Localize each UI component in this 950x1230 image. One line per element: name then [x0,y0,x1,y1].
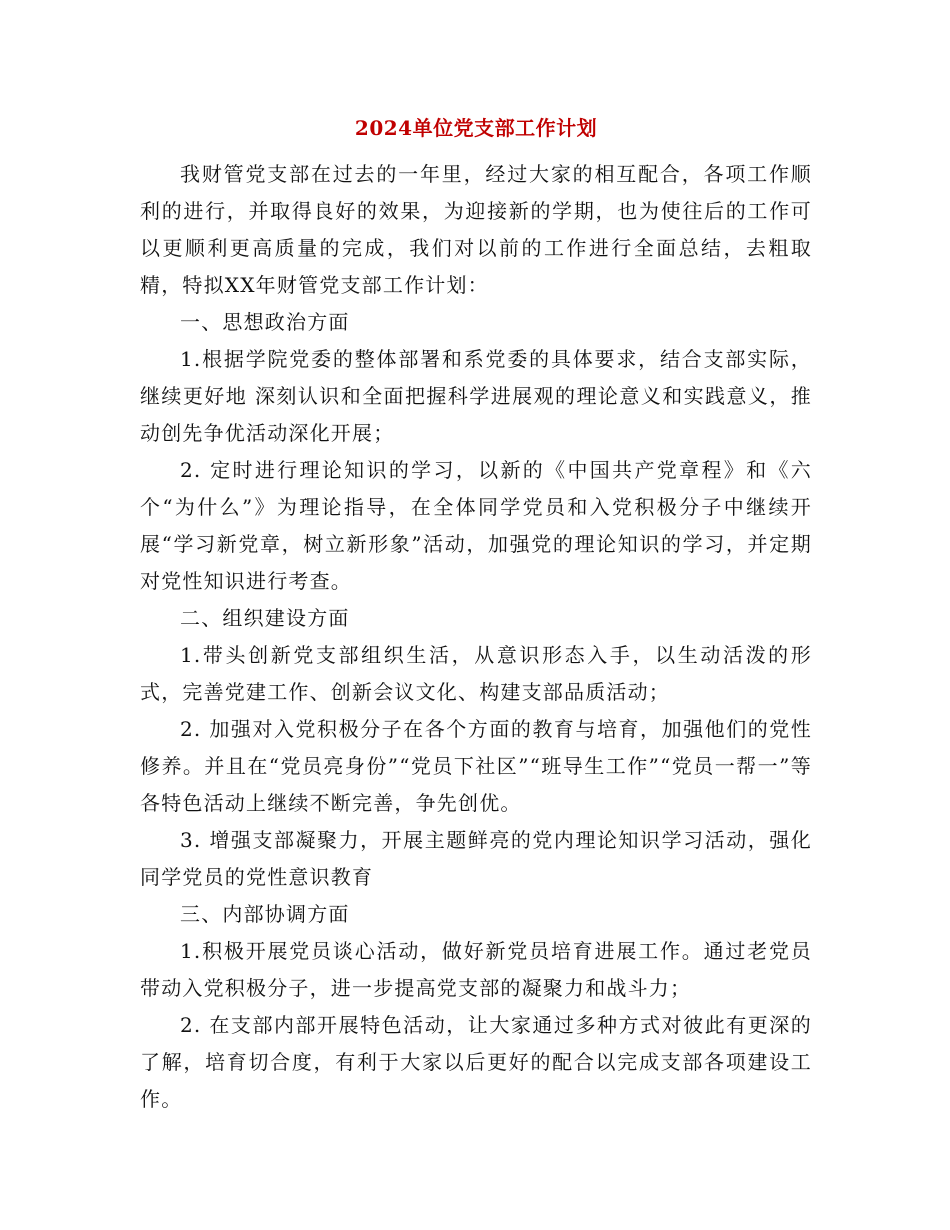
section-heading-ideology: 一、思想政治方面 [180,310,350,334]
organization-item-3: 3. 增强支部凝聚力，开展主题鲜亮的党内理论知识学习活动，强化同学党员的党性意识教育 [140,828,812,889]
document-page [140,112,812,1118]
ideology-item-2: 2. 定时进行理论知识的学习，以新的《中国共产党章程》和《六个“为什么”》为理论指导，在全体同学党员和入党积极分子中继续开展“学习新党章，树立新形象”活动，加强党的理论知识的学习，并定期对党性知识进行考查。 [140,458,812,593]
section-heading-organization: 二、组织建设方面 [180,606,350,630]
document-title: 2024单位党支部工作计划 [354,116,598,140]
ideology-item-1: 1.根据学院党委的整体部署和系党委的具体要求，结合支部实际，继续更好地 深刻认识和全面把握科学进展观的理论意义和实践意义，推动创先争优活动深化开展； [140,347,812,445]
organization-item-1: 1.带头创新党支部组织生活，从意识形态入手，以生动活泼的形式，完善党建工作、创新会议文化、构建支部品质活动； [140,643,812,704]
section-heading-coordination: 三、内部协调方面 [180,902,350,926]
coordination-item-2: 2. 在支部内部开展特色活动，让大家通过多种方式对彼此有更深的了解，培育切合度，有利于大家以后更好的配合以完成支部各项建设工作。 [140,1013,812,1111]
organization-item-2: 2. 加强对入党积极分子在各个方面的教育与培育，加强他们的党性修养。并且在“党员亮身份”“党员下社区”“班导生工作”“党员一帮一”等各特色活动上继续不断完善，争先创优。 [140,717,812,815]
intro-paragraph: 我财管党支部在过去的一年里，经过大家的相互配合，各项工作顺利的进行，并取得良好的效果，为迎接新的学期，也为使往后的工作可以更顺利更高质量的完成，我们对以前的工作进行全面总结，去粗取精，特拟XX年财管党支部工作计划： [140,162,812,297]
coordination-item-1: 1.积极开展党员谈心活动，做好新党员培育进展工作。通过老党员带动入党积极分子，进一步提高党支部的凝聚力和战斗力； [140,939,812,1000]
